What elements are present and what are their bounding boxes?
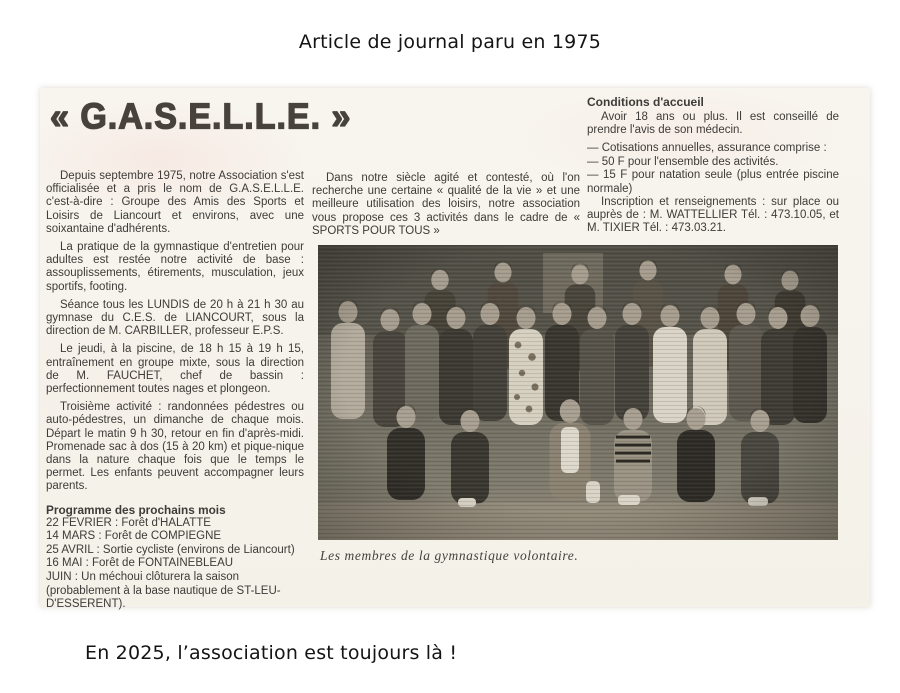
group-photo-image	[318, 245, 838, 540]
paragraph: Le jeudi, à la piscine, de 18 h 15 à 19 h 15, entraînement en groupe mixte, sous la direction de M. FAUCHET, chef de bassin : perfectionnement toutes nages et plongeon.	[46, 343, 304, 396]
conditions-heading: Conditions d'accueil	[587, 95, 704, 109]
slide-title: Article de journal paru en 1975	[298, 31, 602, 53]
group-photo	[318, 245, 838, 540]
program-item: 16 MAI : Forêt de FONTAINEBLEAU	[46, 557, 234, 570]
paragraph: Avoir 18 ans ou plus. Il est conseillé de prendre l'avis de son médecin.	[587, 111, 839, 137]
bullet-line: — 50 F pour l'ensemble des activités.	[587, 155, 779, 168]
photo-caption: Les membres de la gymnastique volontaire.	[320, 548, 579, 563]
article-headline: « G.A.S.E.L.L.E. »	[50, 97, 352, 137]
program-item: JUIN : Un méchoui clôturera la saison (probablement à la base nautique de ST-LEU-D'ESSERENT).	[46, 571, 281, 611]
article-right-column	[587, 95, 839, 236]
newspaper-clipping	[40, 88, 870, 611]
paragraph: Troisième activité : randonnées pédestres ou auto-pédestres, un dimanche de chaque mois. Départ le matin 9 h 30, retour en fin d'après-midi. Promenade sac à dos (15 à 20 km) et pique-nique dans la nature chaque fois que le temps le permet. Les enfants peuvent accompagner leurs parents.	[46, 401, 304, 493]
paragraph: Séance tous les LUNDIS de 20 h à 21 h 30 au gymnase du C.E.S. de LIANCOURT, sous la direction de M. CARBILLER, professeur E.P.S.	[46, 298, 304, 338]
program-section	[46, 503, 304, 612]
program-heading: Programme des prochains mois	[46, 502, 226, 517]
paragraph: Inscription et renseignements : sur place ou auprès de : M. WATTELLIER Tél. : 473.10.05, et M. TIXIER Tél. : 473.03.21.	[587, 196, 839, 235]
paragraph: Depuis septembre 1975, notre Association s'est officialisée et a pris le nom de G.A.S.E.L.L.E. c'est-à-dire : Groupe des Amis des Sports et Loisirs de Liancourt et environs, avec une soixantaine d'adhérents.	[46, 170, 304, 235]
program-item: 22 FEVRIER : Forêt d'HALATTE	[46, 516, 211, 529]
article-left-column	[46, 170, 304, 612]
program-item: 25 AVRIL : Sortie cycliste (environs de Liancourt)	[46, 543, 295, 556]
bullet-line: — Cotisations annuelles, assurance comprise :	[587, 142, 827, 155]
paragraph: Dans notre siècle agité et contesté, où l'on recherche une certaine « qualité de la vie » et une meilleure utilisation des loisirs, notre association vous propose ces 3 activités dans le cadre de « SPORTS POUR TOUS »	[312, 172, 580, 237]
slide-footnote: En 2025, l’association est toujours là !	[85, 642, 458, 664]
paragraph: La pratique de la gymnastique d'entretien pour adultes est restée notre activité de base : assouplissements, étirements, musculation, jeux sportifs, footing.	[46, 241, 304, 293]
program-item: 14 MARS : Forêt de COMPIEGNE	[46, 530, 222, 543]
bullet-line: — 15 F pour natation seule (plus entrée piscine normale)	[587, 169, 839, 195]
article-middle-column	[312, 172, 580, 238]
